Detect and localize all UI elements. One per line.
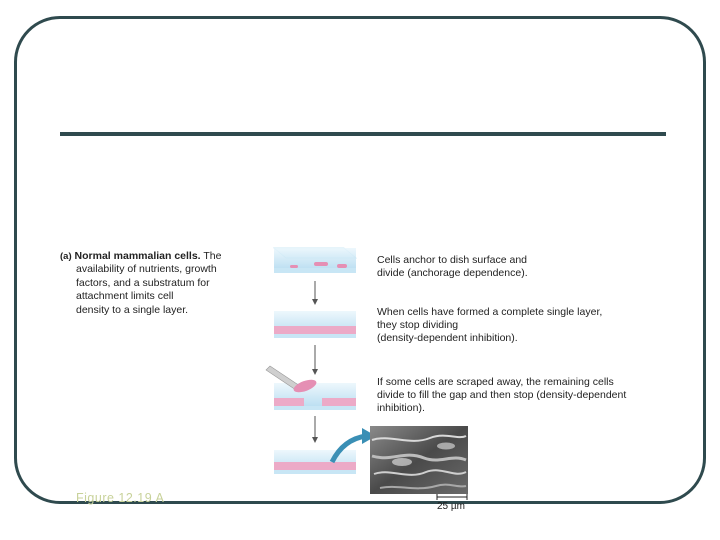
culture-dish-2 xyxy=(274,311,356,338)
caption-title: Normal mammalian cells. xyxy=(74,250,201,262)
step-2-line-2: they stop dividing xyxy=(377,319,459,331)
step-1-line-2: divide (anchorage dependence). xyxy=(377,267,528,279)
culture-dish-4 xyxy=(274,450,356,474)
step-2-line-3: (density-dependent inhibition). xyxy=(377,332,518,344)
culture-dish-1 xyxy=(274,248,356,273)
caption-line-3: factors, and a substratum for xyxy=(76,276,210,289)
step-1-line-1: Cells anchor to dish surface and xyxy=(377,254,527,266)
step-2-line-1: When cells have formed a complete single layer, xyxy=(377,306,603,318)
caption-line1-rest: The xyxy=(200,250,222,262)
figure-label: Figure 12.19 A xyxy=(76,491,165,505)
down-arrow-1 xyxy=(312,281,318,305)
step-3-line-1: If some cells are scraped away, the remaining cells xyxy=(377,376,614,388)
cell xyxy=(290,265,298,268)
scale-bar xyxy=(437,494,467,500)
down-arrow-3 xyxy=(312,416,318,443)
down-arrow-2 xyxy=(312,345,318,375)
micrograph-image xyxy=(370,426,468,494)
step-3-line-2: divide to fill the gap and then stop (density-dependent xyxy=(377,389,627,401)
culture-dish-3 xyxy=(274,383,356,410)
caption-line-2: availability of nutrients, growth xyxy=(76,263,217,276)
caption-tag: (a) xyxy=(60,251,72,262)
caption-line-5: density to a single layer. xyxy=(76,303,189,316)
scale-bar-label: 25 µm xyxy=(437,501,465,512)
cell xyxy=(314,262,328,266)
caption-line-4: attachment limits cell xyxy=(76,290,174,303)
cell xyxy=(337,264,347,268)
step-3-line-3: inhibition). xyxy=(377,402,425,414)
